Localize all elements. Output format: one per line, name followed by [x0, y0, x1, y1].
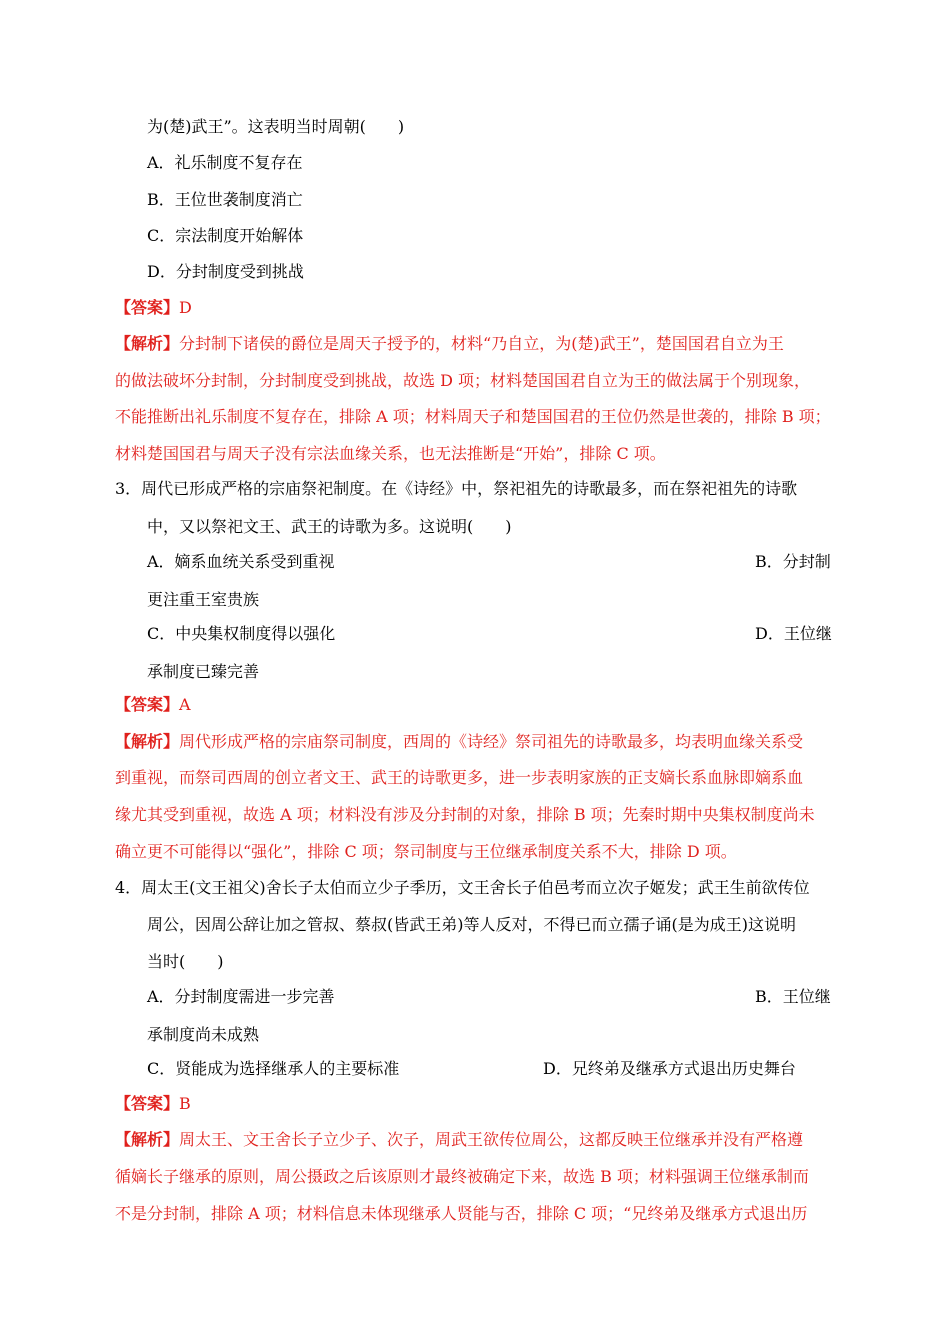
q2-option-b[interactable]: B．王位世袭制度消亡: [147, 190, 303, 209]
q2-option-c[interactable]: C．宗法制度开始解体: [147, 226, 304, 245]
analysis-label: 【解析】: [115, 334, 180, 353]
answer-label: 【答案】: [115, 1094, 180, 1113]
q4-option-b-continued: 承制度尚未成熟: [147, 1025, 260, 1044]
q4-answer: [115, 1093, 191, 1115]
q4-option-b[interactable]: B．王位继: [755, 987, 831, 1006]
q2-analysis-line: 的做法破坏分封制，分封制度受到挑战，故选 D 项；材料楚国国君自立为王的做法属于个别现象，: [115, 371, 811, 390]
q2-analysis-line: 不能推断出礼乐制度不复存在，排除 A 项；材料周天子和楚国国君的王位仍然是世袭的，排除 B 项；: [115, 407, 831, 426]
q4-option-c[interactable]: C．贤能成为选择继承人的主要标准: [147, 1059, 400, 1078]
q4-analysis-line: [115, 1129, 803, 1151]
q3-option-d[interactable]: D．王位继: [755, 624, 832, 643]
q2-option-a[interactable]: A．礼乐制度不复存在: [147, 153, 303, 172]
answer-label: 【答案】: [115, 298, 180, 317]
analysis-text: 周代形成严格的宗庙祭司制度，西周的《诗经》祭司祖先的诗歌最多，均表明血缘关系受: [179, 732, 804, 751]
q3-option-c[interactable]: C．中央集权制度得以强化: [147, 624, 336, 643]
q3-stem-line: 3．周代已形成严格的宗庙祭祀制度。在《诗经》中，祭祀祖先的诗歌最多，而在祭祀祖先的诗歌: [115, 479, 798, 498]
q4-analysis-line: 不是分封制，排除 A 项；材料信息未体现继承人贤能与否，排除 C 项；“兄终弟及继承方式退出历: [115, 1204, 808, 1223]
q3-analysis-line: 缘尤其受到重视，故选 A 项；材料没有涉及分封制的对象，排除 B 项；先秦时期中央集权制度尚未: [115, 805, 815, 824]
answer-value: D: [179, 298, 192, 317]
q4-option-d[interactable]: D．兄终弟及继承方式退出历史舞台: [543, 1059, 796, 1078]
q3-answer: [115, 694, 191, 716]
analysis-text: 分封制下诸侯的爵位是周天子授予的，材料“乃自立，为(楚)武王”，楚国国君自立为王: [179, 334, 784, 353]
q3-option-a[interactable]: A．嫡系血统关系受到重视: [147, 552, 335, 571]
q2-analysis-line: 材料楚国国君与周天子没有宗法血缘关系，也无法推断是“开始”，排除 C 项。: [115, 444, 666, 463]
q4-option-a[interactable]: A．分封制度需进一步完善: [147, 987, 335, 1006]
analysis-text: 周太王、文王舍长子立少子、次子，周武王欲传位周公，这都反映王位继承并没有严格遵: [179, 1130, 804, 1149]
q3-option-b-continued: 更注重王室贵族: [147, 590, 260, 609]
answer-value: B: [179, 1094, 191, 1113]
q4-analysis-line: 循嫡长子继承的原则，周公摄政之后该原则才最终被确定下来，故选 B 项；材料强调王位继承制而: [115, 1167, 809, 1186]
analysis-label: 【解析】: [115, 1130, 180, 1149]
q4-stem-line: 4．周太王(文王祖父)舍长子太伯而立少子季历，文王舍长子伯邑考而立次子姬发；武王生前欲传位: [115, 878, 810, 897]
q3-option-d-continued: 承制度已臻完善: [147, 662, 260, 681]
q2-analysis-line: [115, 333, 784, 355]
q3-option-b[interactable]: B．分封制: [755, 552, 831, 571]
q2-stem-tail: 为(楚)武王”。这表明当时周朝( ): [147, 117, 405, 136]
q4-stem-line: 周公，因周公辞让加之管叔、蔡叔(皆武王弟)等人反对，不得已而立孺子诵(是为成王)这说明: [147, 915, 796, 934]
q3-analysis-line: 到重视，而祭司西周的创立者文王、武王的诗歌更多，进一步表明家族的正支嫡长系血脉即嫡系血: [115, 768, 804, 787]
q2-answer: [115, 297, 192, 319]
q3-analysis-line: [115, 731, 803, 753]
answer-value: A: [179, 695, 191, 714]
q2-option-d[interactable]: D．分封制度受到挑战: [147, 262, 304, 281]
analysis-label: 【解析】: [115, 732, 180, 751]
answer-label: 【答案】: [115, 695, 180, 714]
q4-stem-line: 当时( ): [147, 952, 224, 971]
q3-analysis-line: 确立更不可能得以“强化”，排除 C 项；祭司制度与王位继承制度关系不大，排除 D 项。: [115, 842, 737, 861]
q3-stem-line: 中，又以祭祀文王、武王的诗歌为多。这说明( ): [147, 517, 512, 536]
